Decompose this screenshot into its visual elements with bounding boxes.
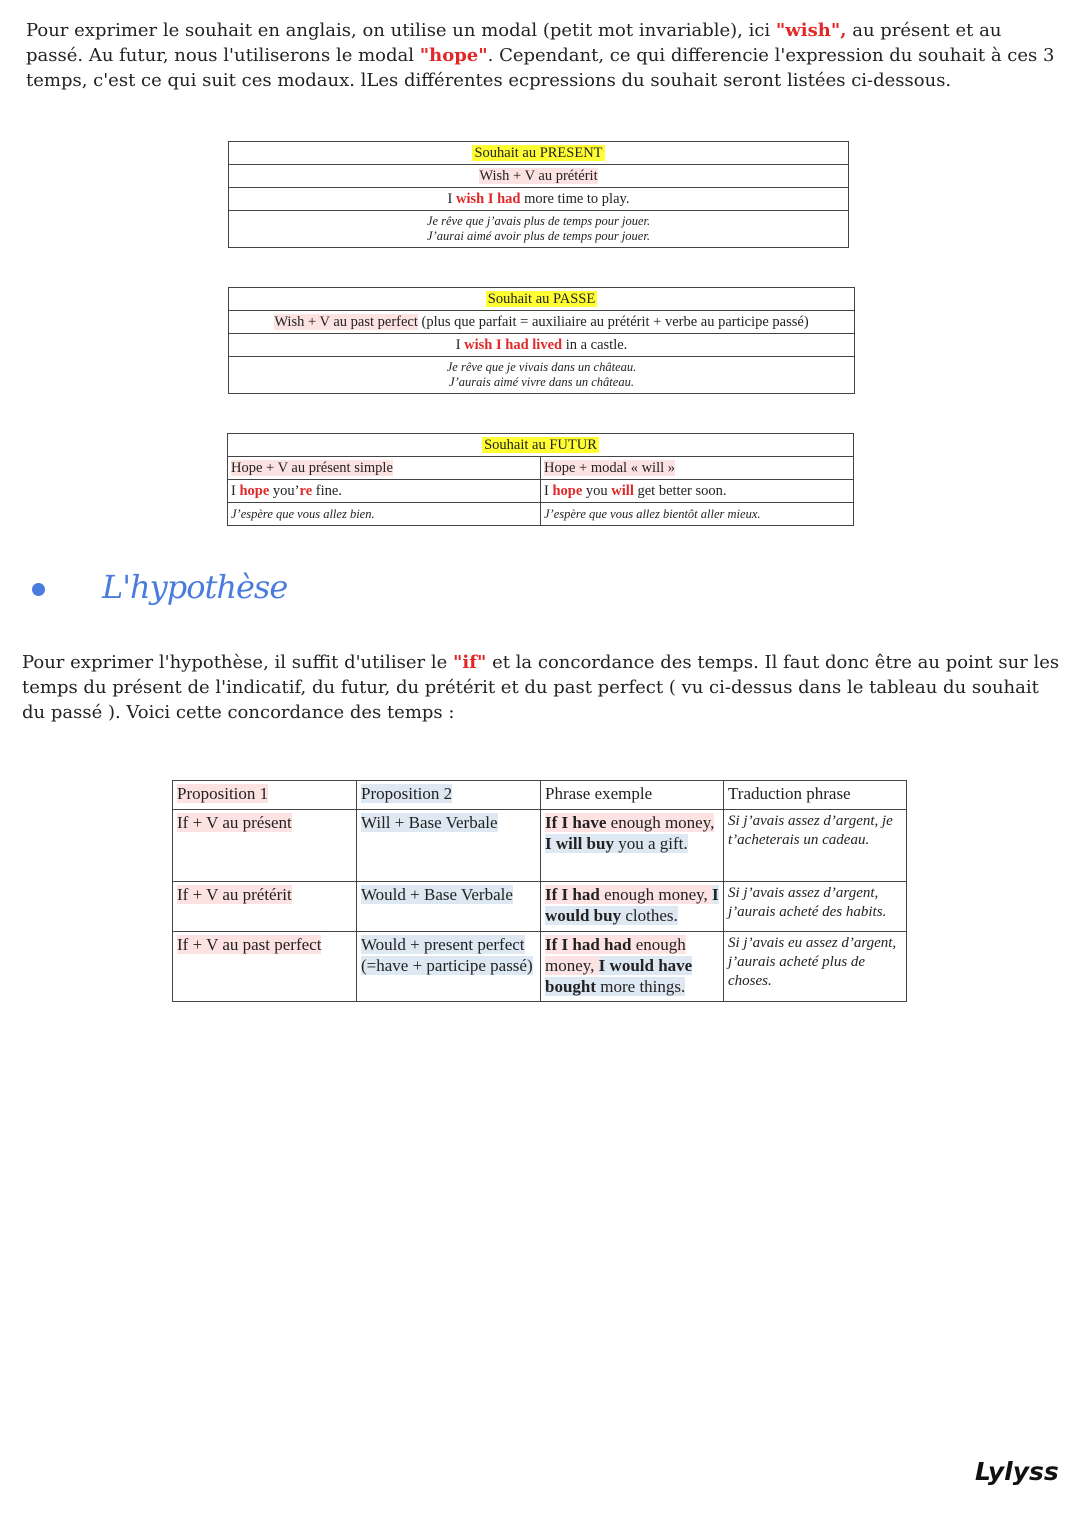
- table-row: [173, 810, 907, 882]
- futur-right-translation: J’espère que vous allez bientôt aller mieux.: [544, 507, 761, 521]
- row2-ex-d: clothes.: [621, 906, 678, 925]
- row2-ex-main-clause: I would buy: [545, 885, 719, 925]
- row2-proposition-1: [173, 882, 357, 932]
- futur-left-rule: Hope + V au présent simple: [231, 460, 393, 476]
- futur-title-cell: [228, 434, 854, 457]
- intro-text-1: Pour exprimer le souhait en anglais, on utilise un modal (petit mot invariable), ici: [26, 20, 776, 41]
- row2-ex-b: enough money,: [599, 885, 713, 904]
- row1-translation-text: Si j’avais assez d’argent, je t’acheterais un cadeau.: [728, 813, 893, 848]
- present-example-pre: I: [447, 191, 456, 207]
- present-translation-1: Je rêve que j’avais plus de temps pour jouer.: [426, 214, 651, 228]
- row1-ex-main-clause: I will buy: [545, 834, 614, 853]
- table-souhait-present: [228, 141, 849, 248]
- row1-ex-b: enough money,: [606, 813, 715, 832]
- futur-left-translation-cell: [228, 503, 541, 526]
- futur-title: Souhait au FUTUR: [484, 437, 597, 453]
- passe-example-pre: I: [455, 337, 465, 353]
- present-title-cell: [229, 142, 849, 165]
- futur-right-rule-cell: [541, 457, 854, 480]
- header-phrase-exemple-label: Phrase exemple: [545, 784, 653, 803]
- header-phrase-exemple: [541, 781, 724, 810]
- intro-text-2: au présent et au passé. Au futur, nous l'utiliserons le modal: [26, 20, 1002, 66]
- keyword-hope: "hope": [419, 45, 488, 66]
- intro-paragraph: [26, 18, 1061, 93]
- keyword-wish: "wish",: [775, 20, 847, 41]
- table-row: [173, 932, 907, 1002]
- futur-left-rule-cell: [228, 457, 541, 480]
- futur-right-ex-will: will: [611, 483, 634, 499]
- row2-p2-text: Would + Base Verbale: [361, 885, 513, 904]
- passe-title-cell: [229, 288, 855, 311]
- row2-translation: [724, 882, 907, 932]
- passe-example-post: in a castle.: [562, 337, 628, 353]
- author-signature: Lylyss: [975, 1457, 1059, 1486]
- header-proposition-1-label: Proposition 1: [177, 784, 269, 803]
- row1-translation: [724, 810, 907, 882]
- row3-translation-text: Si j’avais eu assez d’argent, j’aurais acheté plus de choses.: [728, 935, 897, 989]
- header-proposition-2: [357, 781, 541, 810]
- passe-translation-cell: [229, 357, 855, 394]
- row3-p2-text: Would + present perfect (=have + participe passé): [361, 935, 533, 975]
- hypothese-text-1: Pour exprimer l'hypothèse, il suffit d'utiliser le: [22, 652, 453, 673]
- futur-right-ex-hope: hope: [552, 483, 583, 499]
- header-traduction-label: Traduction phrase: [728, 784, 851, 803]
- present-rule: Wish + V au prétérit: [479, 168, 598, 184]
- futur-left-ex-e: fine.: [312, 483, 342, 499]
- row3-ex-if-clause: If I had had: [545, 935, 632, 954]
- row1-p1-text: If + V au présent: [177, 813, 292, 832]
- passe-title: Souhait au PASSE: [487, 291, 596, 307]
- row1-ex-d: you a gift.: [613, 834, 688, 853]
- present-title: Souhait au PRESENT: [474, 145, 603, 161]
- futur-right-ex-a: I: [544, 483, 553, 499]
- table-souhait-passe: [228, 287, 855, 394]
- futur-right-rule: Hope + modal « will »: [544, 460, 676, 476]
- keyword-if: "if": [453, 652, 487, 673]
- futur-left-ex-re: re: [299, 483, 313, 499]
- present-example-post: more time to play.: [520, 191, 630, 207]
- section-heading-hypothese: L'hypothèse: [102, 568, 288, 606]
- present-translation-cell: [229, 211, 849, 248]
- row1-proposition-1: [173, 810, 357, 882]
- hypothese-paragraph: [22, 650, 1062, 725]
- futur-left-ex-hope: hope: [239, 483, 270, 499]
- row1-example: [541, 810, 724, 882]
- row1-ex-if-clause: If I have: [545, 813, 607, 832]
- futur-right-ex-c: you: [582, 483, 612, 499]
- passe-translation-1: Je rêve que je vivais dans un château.: [446, 360, 637, 374]
- futur-left-ex-a: I: [231, 483, 240, 499]
- row3-p1-text: If + V au past perfect: [177, 935, 322, 954]
- passe-rule: Wish + V au past perfect: [274, 314, 418, 330]
- futur-left-translation: J’espère que vous allez bien.: [231, 507, 375, 521]
- table-souhait-futur: [227, 433, 854, 526]
- futur-right-example-cell: [541, 480, 854, 503]
- row1-p2-text: Will + Base Verbale: [361, 813, 498, 832]
- present-translation-2: J’aurai aimé avoir plus de temps pour jouer.: [427, 229, 650, 243]
- row3-proposition-2: [357, 932, 541, 1002]
- row3-ex-b: enough money,: [545, 935, 686, 975]
- intro-text-3: . Cependant, ce qui differencie l'expression du souhait à ces 3 temps, c'est ce qui suit ces modaux. lLes différentes ecpressions du souhait seront listées ci-dessous.: [26, 45, 1055, 91]
- table-concordance: [172, 780, 907, 1002]
- row2-ex-if-clause: If I had: [545, 885, 600, 904]
- row3-proposition-1: [173, 932, 357, 1002]
- passe-example-cell: [229, 334, 855, 357]
- futur-left-example-cell: [228, 480, 541, 503]
- row2-translation-text: Si j’avais assez d’argent, j’aurais acheté des habits.: [728, 885, 887, 920]
- passe-rule-explanation: (plus que parfait = auxiliaire au prétérit + verbe au participe passé): [417, 314, 809, 330]
- present-example-key: wish I had: [455, 191, 521, 207]
- present-example-cell: [229, 188, 849, 211]
- row2-example: [541, 882, 724, 932]
- header-traduction: [724, 781, 907, 810]
- row3-ex-d: more things.: [596, 977, 686, 996]
- row3-example: [541, 932, 724, 1002]
- futur-left-ex-c: you’: [269, 483, 300, 499]
- row3-translation: [724, 932, 907, 1002]
- row2-proposition-2: [357, 882, 541, 932]
- row2-p1-text: If + V au prétérit: [177, 885, 292, 904]
- row3-ex-main-clause: I would have bought: [545, 956, 693, 996]
- hypothese-text-2: et la concordance des temps. Il faut donc être au point sur les temps du présent de l'indicatif, du futur, du prétérit et du past perfect ( vu ci-dessus dans le tableau du souhait du passé ). Voici cette concordance des temps :: [22, 652, 1060, 723]
- passe-translation-2: J’aurais aimé vivre dans un château.: [449, 375, 634, 389]
- passe-rule-cell: [229, 311, 855, 334]
- present-rule-cell: [229, 165, 849, 188]
- row1-proposition-2: [357, 810, 541, 882]
- table-row: [173, 882, 907, 932]
- futur-right-translation-cell: [541, 503, 854, 526]
- futur-right-ex-e: get better soon.: [633, 483, 727, 499]
- header-proposition-1: [173, 781, 357, 810]
- passe-example-key: wish I had lived: [464, 337, 563, 353]
- bullet-icon: [32, 583, 45, 596]
- header-proposition-2-label: Proposition 2: [361, 784, 453, 803]
